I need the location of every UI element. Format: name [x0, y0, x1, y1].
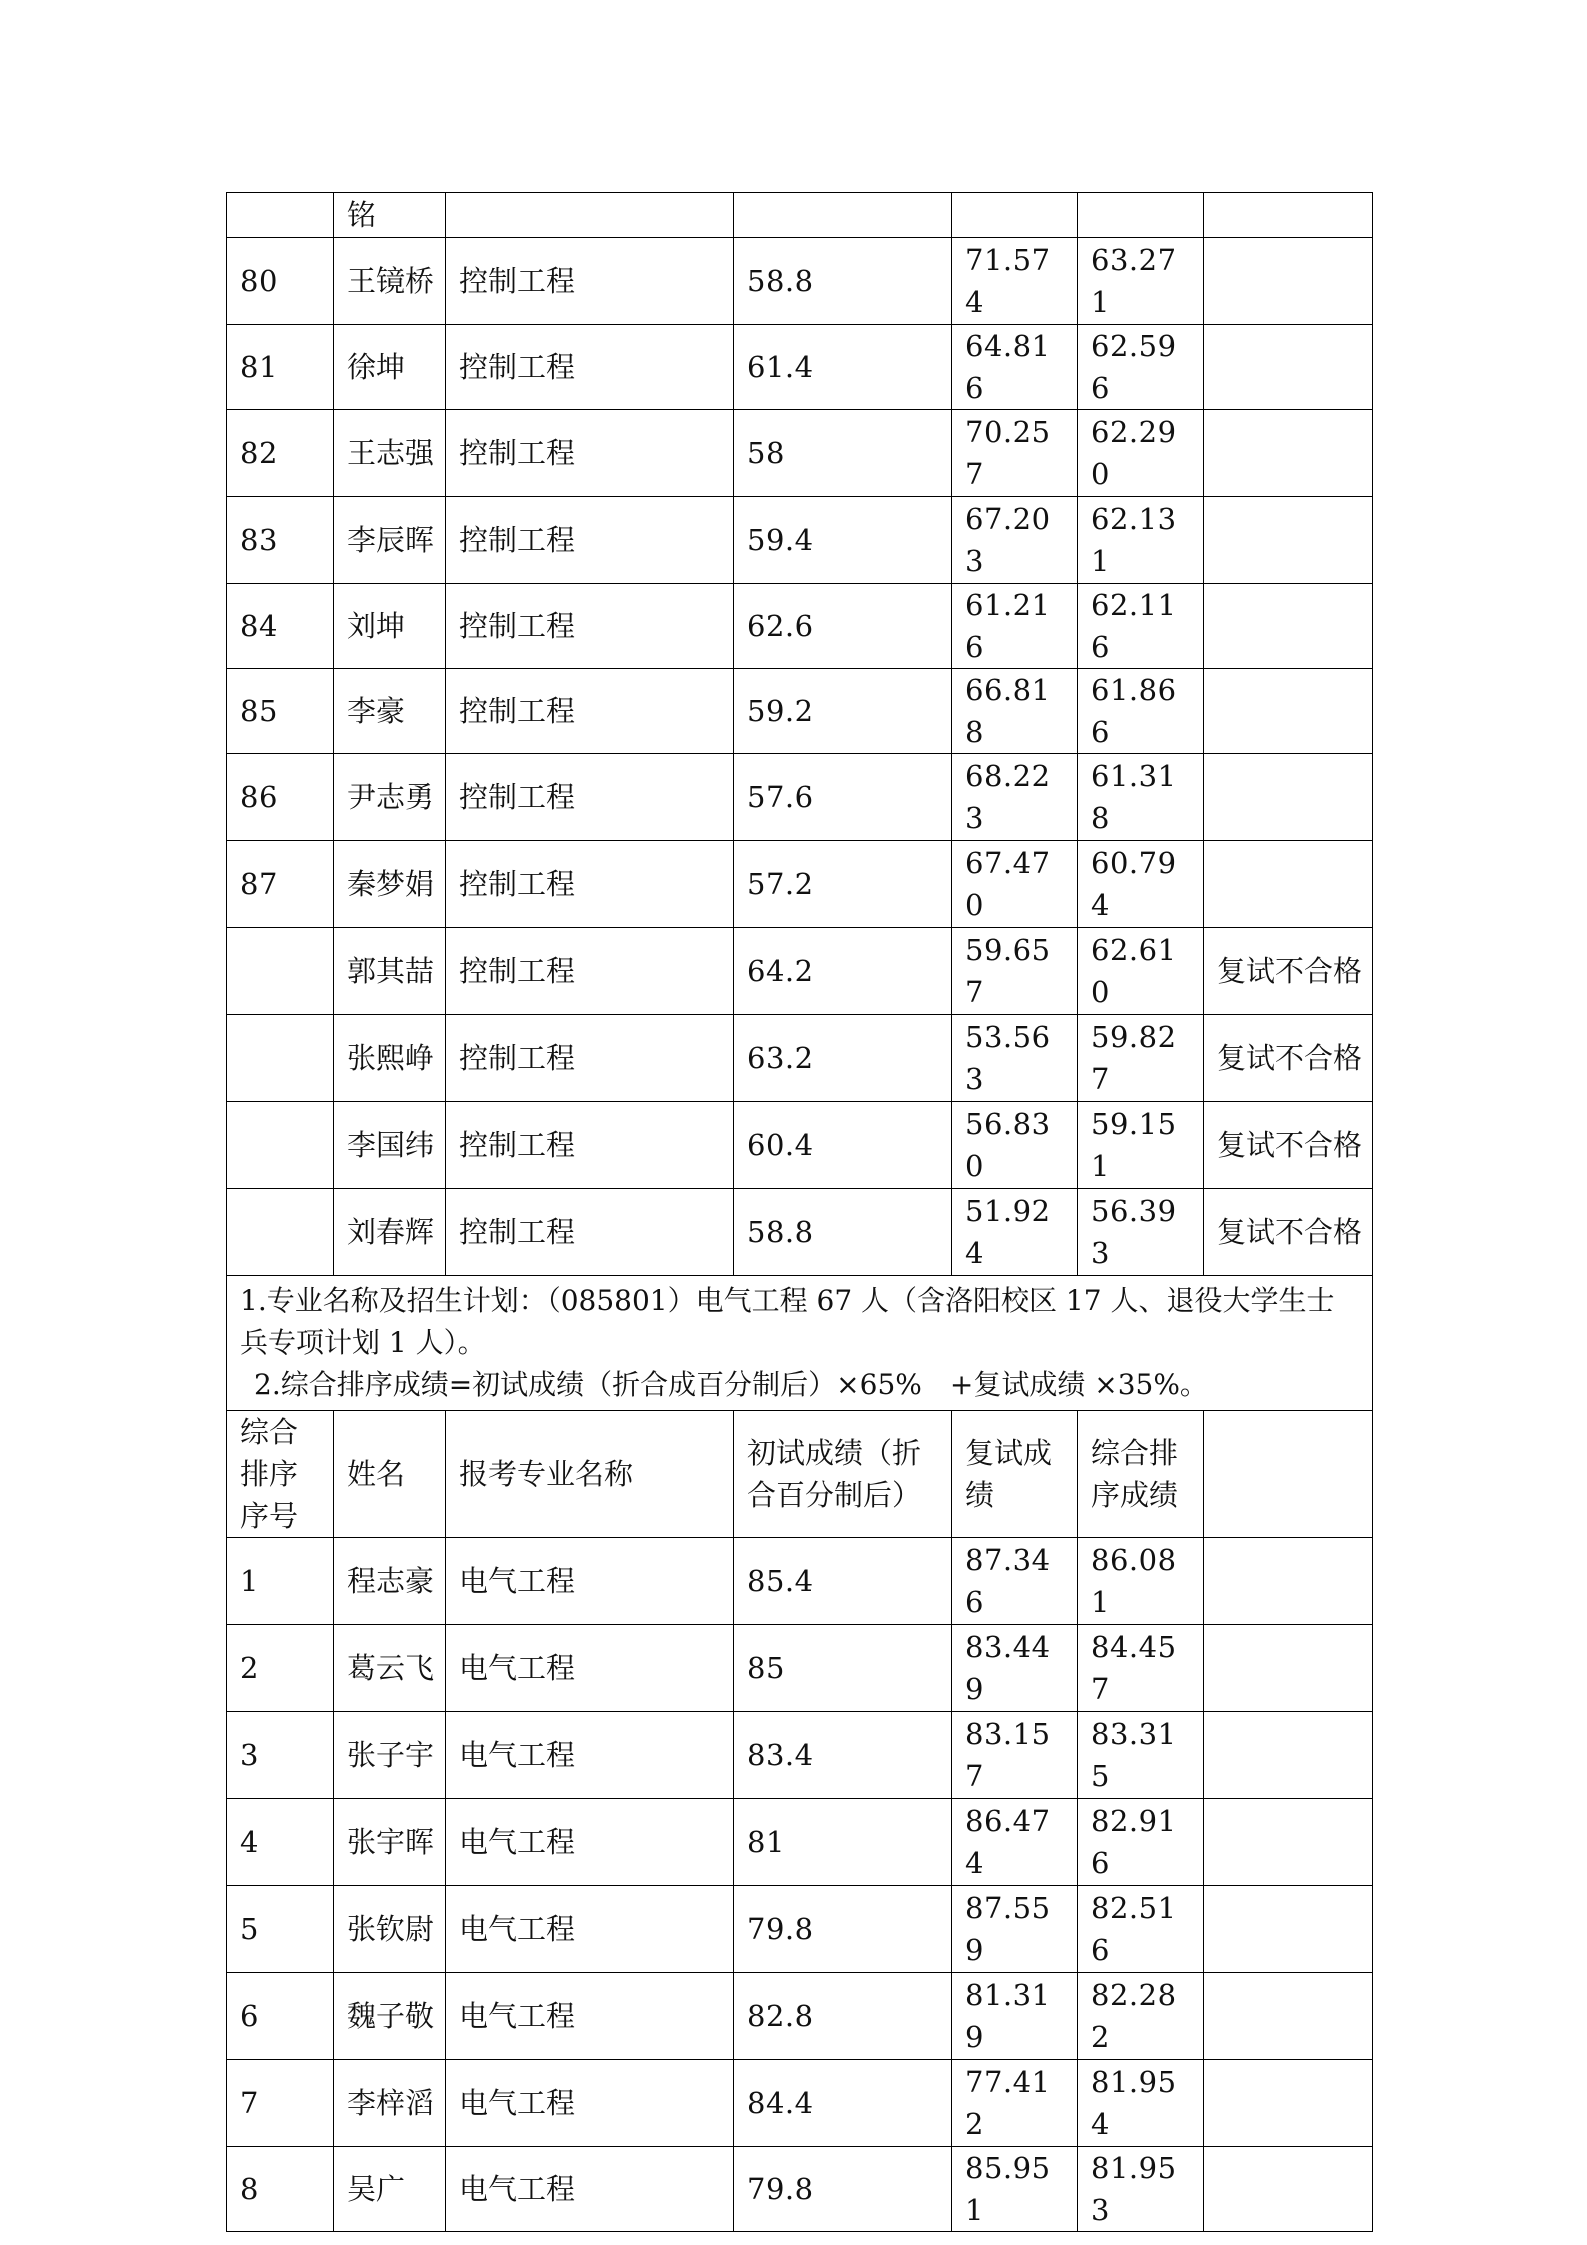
header-initial-score: 初试成绩（折合百分制后）: [734, 1411, 952, 1538]
cell-major: 控制工程: [446, 584, 734, 669]
table-row: [227, 410, 1373, 497]
header-rank: 综合排序序号: [227, 1411, 334, 1538]
table-row: [227, 754, 1373, 841]
cell-retest-score: 83.157: [952, 1712, 1078, 1799]
cell-rank: 83: [227, 497, 334, 584]
cell-rank: [227, 1102, 334, 1189]
cell-remark: [1204, 754, 1373, 841]
cell-rank: [227, 928, 334, 1015]
cell-total-score: 60.794: [1078, 841, 1204, 928]
cell-initial-score: 79.8: [734, 2147, 952, 2232]
cell-name: 王镜桥: [334, 238, 446, 325]
cell-total-score: 59.151: [1078, 1102, 1204, 1189]
cell-remark: [1204, 1712, 1373, 1799]
cell-name: 葛云飞: [334, 1625, 446, 1712]
cell-rank: 8: [227, 2147, 334, 2232]
cell-total-score: 62.116: [1078, 584, 1204, 669]
cell-retest-score: 56.830: [952, 1102, 1078, 1189]
cell-retest-score: 53.563: [952, 1015, 1078, 1102]
cell-name: 铭: [334, 193, 446, 238]
cell-initial-score: [734, 193, 952, 238]
cell-remark: [1204, 1886, 1373, 1973]
cell-major: 电气工程: [446, 2060, 734, 2147]
header-name: 姓名: [334, 1411, 446, 1538]
cell-name: 郭其喆: [334, 928, 446, 1015]
cell-total-score: 82.916: [1078, 1799, 1204, 1886]
cell-retest-score: 85.951: [952, 2147, 1078, 2232]
cell-remark: 复试不合格: [1204, 928, 1373, 1015]
cell-major: 控制工程: [446, 1102, 734, 1189]
cell-name: 吴广: [334, 2147, 446, 2232]
cell-remark: 复试不合格: [1204, 1015, 1373, 1102]
cell-rank: 87: [227, 841, 334, 928]
cell-initial-score: 62.6: [734, 584, 952, 669]
cell-rank: 82: [227, 410, 334, 497]
cell-name: 刘坤: [334, 584, 446, 669]
cell-remark: [1204, 497, 1373, 584]
cell-remark: [1204, 1973, 1373, 2060]
cell-rank: 7: [227, 2060, 334, 2147]
cell-remark: [1204, 841, 1373, 928]
cell-total-score: 56.393: [1078, 1189, 1204, 1276]
cell-name: 张子宇: [334, 1712, 446, 1799]
section-note: [227, 1276, 1373, 1538]
cell-major: 电气工程: [446, 1973, 734, 2060]
cell-remark: 复试不合格: [1204, 1102, 1373, 1189]
cell-major: 控制工程: [446, 754, 734, 841]
cell-remark: 复试不合格: [1204, 1189, 1373, 1276]
cell-total-score: 83.315: [1078, 1712, 1204, 1799]
cell-name: 张钦尉: [334, 1886, 446, 1973]
header-row: [227, 1411, 1373, 1538]
cell-remark: [1204, 2147, 1373, 2232]
note-line-1: 1.专业名称及招生计划：（085801）电气工程 67 人（含洛阳校区 17 人、退役大学生士兵专项计划 1 人）。: [240, 1284, 1335, 1359]
cell-initial-score: 58.8: [734, 1189, 952, 1276]
cell-retest-score: 86.474: [952, 1799, 1078, 1886]
cell-retest-score: 83.449: [952, 1625, 1078, 1712]
cell-major: 控制工程: [446, 238, 734, 325]
cell-rank: 6: [227, 1973, 334, 2060]
table-row: [227, 1189, 1373, 1276]
cell-remark: [1204, 1538, 1373, 1625]
cell-total-score: 81.953: [1078, 2147, 1204, 2232]
cell-major: 电气工程: [446, 1538, 734, 1625]
cell-total-score: 61.866: [1078, 669, 1204, 754]
cell-initial-score: 60.4: [734, 1102, 952, 1189]
cell-retest-score: 59.657: [952, 928, 1078, 1015]
cell-major: 电气工程: [446, 2147, 734, 2232]
cell-major: 控制工程: [446, 1189, 734, 1276]
table-row: [227, 841, 1373, 928]
cell-total-score: 62.596: [1078, 325, 1204, 410]
note-cell: [227, 1276, 1373, 1411]
cell-total-score: 62.610: [1078, 928, 1204, 1015]
cell-retest-score: 66.818: [952, 669, 1078, 754]
cell-major: 电气工程: [446, 1625, 734, 1712]
table-row: [227, 1886, 1373, 1973]
cell-retest-score: 87.559: [952, 1886, 1078, 1973]
note-row: [227, 1276, 1373, 1411]
cell-total-score: 81.954: [1078, 2060, 1204, 2147]
cell-retest-score: 81.319: [952, 1973, 1078, 2060]
cell-total-score: 63.271: [1078, 238, 1204, 325]
cell-remark: [1204, 584, 1373, 669]
cell-total-score: [1078, 193, 1204, 238]
cell-rank: 81: [227, 325, 334, 410]
cell-retest-score: 71.574: [952, 238, 1078, 325]
cell-initial-score: 58: [734, 410, 952, 497]
cell-rank: 86: [227, 754, 334, 841]
table-row: [227, 497, 1373, 584]
table-body-control-engineering: [227, 193, 1373, 1276]
table-row: [227, 238, 1373, 325]
cell-name: 李辰晖: [334, 497, 446, 584]
cell-initial-score: 85.4: [734, 1538, 952, 1625]
cell-initial-score: 57.6: [734, 754, 952, 841]
cell-name: 李豪: [334, 669, 446, 754]
cell-major: [446, 193, 734, 238]
cell-remark: [1204, 1625, 1373, 1712]
cell-total-score: 62.131: [1078, 497, 1204, 584]
cell-name: 李国纬: [334, 1102, 446, 1189]
cell-remark: [1204, 1799, 1373, 1886]
cell-rank: [227, 1189, 334, 1276]
cell-total-score: 62.290: [1078, 410, 1204, 497]
cell-major: 电气工程: [446, 1799, 734, 1886]
cell-retest-score: 77.412: [952, 2060, 1078, 2147]
cell-total-score: 86.081: [1078, 1538, 1204, 1625]
cell-major: 控制工程: [446, 1015, 734, 1102]
cell-name: 刘春辉: [334, 1189, 446, 1276]
cell-initial-score: 85: [734, 1625, 952, 1712]
header-remark: [1204, 1411, 1373, 1538]
cell-name: 王志强: [334, 410, 446, 497]
cell-rank: 5: [227, 1886, 334, 1973]
cell-total-score: 84.457: [1078, 1625, 1204, 1712]
cell-name: 程志豪: [334, 1538, 446, 1625]
cell-initial-score: 58.8: [734, 238, 952, 325]
cell-major: 控制工程: [446, 669, 734, 754]
note-line-2: 2.综合排序成绩=初试成绩（折合成百分制后）×65% +复试成绩 ×35%。: [254, 1368, 1208, 1401]
table-body-electrical-engineering: [227, 1538, 1373, 2232]
cell-total-score: 61.318: [1078, 754, 1204, 841]
cell-initial-score: 59.2: [734, 669, 952, 754]
cell-remark: [1204, 238, 1373, 325]
cell-retest-score: 67.203: [952, 497, 1078, 584]
cell-name: 尹志勇: [334, 754, 446, 841]
cell-retest-score: 67.470: [952, 841, 1078, 928]
table-row: [227, 193, 1373, 238]
cell-remark: [1204, 325, 1373, 410]
cell-retest-score: 61.216: [952, 584, 1078, 669]
cell-remark: [1204, 2060, 1373, 2147]
cell-major: 控制工程: [446, 410, 734, 497]
cell-rank: 4: [227, 1799, 334, 1886]
cell-retest-score: 64.816: [952, 325, 1078, 410]
cell-initial-score: 79.8: [734, 1886, 952, 1973]
score-table: [226, 192, 1373, 2232]
cell-retest-score: [952, 193, 1078, 238]
cell-rank: 1: [227, 1538, 334, 1625]
table-row: [227, 1799, 1373, 1886]
table-row: [227, 928, 1373, 1015]
cell-retest-score: 51.924: [952, 1189, 1078, 1276]
cell-initial-score: 57.2: [734, 841, 952, 928]
document-page: [226, 192, 1372, 2232]
table-row: [227, 669, 1373, 754]
cell-major: 电气工程: [446, 1712, 734, 1799]
cell-total-score: 82.282: [1078, 1973, 1204, 2060]
cell-initial-score: 82.8: [734, 1973, 952, 2060]
table-row: [227, 1538, 1373, 1625]
table-row: [227, 1625, 1373, 1712]
cell-retest-score: 70.257: [952, 410, 1078, 497]
table-row: [227, 325, 1373, 410]
cell-rank: [227, 1015, 334, 1102]
table-row: [227, 584, 1373, 669]
cell-rank: 3: [227, 1712, 334, 1799]
cell-initial-score: 59.4: [734, 497, 952, 584]
table-row: [227, 2147, 1373, 2232]
cell-total-score: 59.827: [1078, 1015, 1204, 1102]
cell-retest-score: 87.346: [952, 1538, 1078, 1625]
table-row: [227, 1102, 1373, 1189]
cell-rank: 2: [227, 1625, 334, 1712]
table-row: [227, 1712, 1373, 1799]
cell-remark: [1204, 669, 1373, 754]
cell-major: 控制工程: [446, 497, 734, 584]
cell-name: 秦梦娟: [334, 841, 446, 928]
cell-major: 控制工程: [446, 928, 734, 1015]
cell-initial-score: 64.2: [734, 928, 952, 1015]
cell-rank: 80: [227, 238, 334, 325]
cell-name: 徐坤: [334, 325, 446, 410]
cell-name: 李梓滔: [334, 2060, 446, 2147]
cell-retest-score: 68.223: [952, 754, 1078, 841]
cell-major: 电气工程: [446, 1886, 734, 1973]
table-row: [227, 1973, 1373, 2060]
cell-rank: [227, 193, 334, 238]
cell-remark: [1204, 410, 1373, 497]
cell-rank: 85: [227, 669, 334, 754]
cell-rank: 84: [227, 584, 334, 669]
cell-total-score: 82.516: [1078, 1886, 1204, 1973]
cell-initial-score: 83.4: [734, 1712, 952, 1799]
header-total-score: 综合排序成绩: [1078, 1411, 1204, 1538]
cell-name: 张熙峥: [334, 1015, 446, 1102]
cell-initial-score: 63.2: [734, 1015, 952, 1102]
cell-major: 控制工程: [446, 325, 734, 410]
table-row: [227, 2060, 1373, 2147]
cell-remark: [1204, 193, 1373, 238]
cell-initial-score: 81: [734, 1799, 952, 1886]
cell-initial-score: 61.4: [734, 325, 952, 410]
cell-initial-score: 84.4: [734, 2060, 952, 2147]
header-major: 报考专业名称: [446, 1411, 734, 1538]
cell-major: 控制工程: [446, 841, 734, 928]
cell-name: 张宇晖: [334, 1799, 446, 1886]
cell-name: 魏子敬: [334, 1973, 446, 2060]
table-row: [227, 1015, 1373, 1102]
header-retest-score: 复试成绩: [952, 1411, 1078, 1538]
